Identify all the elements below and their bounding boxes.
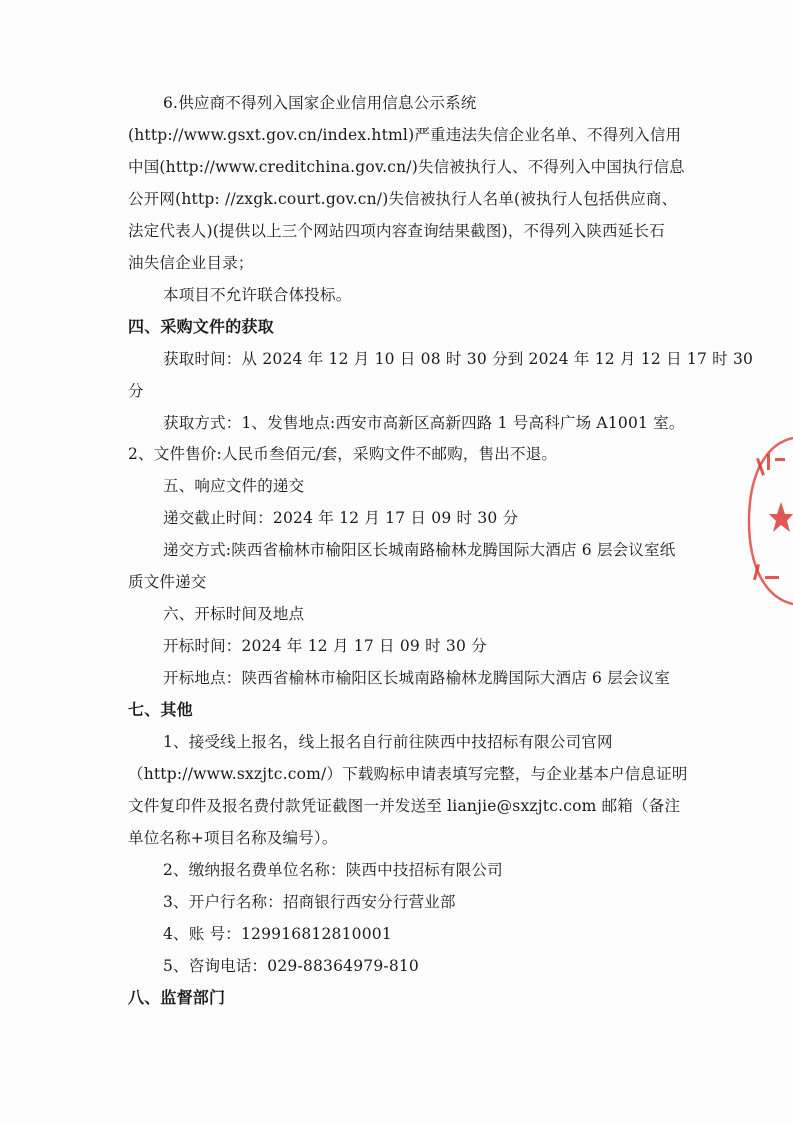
text-line: 油失信企业目录； — [128, 254, 254, 272]
text-line: 递交截止时间：2024 年 12 月 17 日 09 时 30 分 — [163, 509, 519, 527]
text-line: 2、缴纳报名费单位名称：陕西中技招标有限公司 — [163, 861, 503, 879]
text-line: 中国(http://www.creditchina.gov.cn/)失信被执行人、不得列入中国执行信息 — [128, 158, 685, 176]
text-line: 文件复印件及报名费付款凭证截图一并发送至 lianjie@sxzjtc.com 邮箱（备注 — [128, 797, 681, 815]
text-line: 法定代表人)(提供以上三个网站四项内容查询结果截图)，不得列入陕西延长石 — [128, 222, 665, 240]
text-line: 1、接受线上报名，线上报名自行前往陕西中技招标有限公司官网 — [163, 733, 613, 751]
text-line: 6.供应商不得列入国家企业信用信息公示系统 — [163, 94, 477, 112]
seal-stamp — [745, 436, 793, 606]
subsection-heading: 五、响应文件的递交 — [163, 477, 305, 495]
text-line: 公开网(http: //zxgk.court.gov.cn/)失信被执行人名单(被执行人包括供应商、 — [128, 190, 678, 208]
text-line: 获取方式：1、发售地点:西安市高新区高新四路 1 号高科广场 A1001 室。 — [163, 414, 685, 432]
text-line: （http://www.sxzjtc.com/）下载购标申请表填写完整，与企业基本户信息证明 — [128, 765, 688, 783]
text-line: 单位名称+项目名称及编号）。 — [128, 829, 338, 847]
section-heading: 七、其他 — [128, 700, 193, 719]
text-line: 分 — [128, 382, 144, 400]
text-line: 5、咨询电话：029-88364979-810 — [163, 957, 419, 975]
text-line: 本项目不允许联合体投标。 — [163, 286, 352, 304]
text-line: (http://www.gsxt.gov.cn/index.html)严重违法失信企业名单、不得列入信用 — [128, 126, 682, 144]
text-line: 3、开户行名称：招商银行西安分行营业部 — [163, 893, 456, 911]
text-line: 2、文件售价:人民币叁佰元/套，采购文件不邮购，售出不退。 — [128, 445, 558, 463]
text-line: 质文件递交 — [128, 573, 207, 591]
text-line: 递交方式:陕西省榆林市榆阳区长城南路榆林龙腾国际大酒店 6 层会议室纸 — [163, 541, 676, 559]
text-line: 获取时间：从 2024 年 12 月 10 日 08 时 30 分到 2024 年 12 月 12 日 17 时 30 — [163, 350, 754, 368]
section-heading: 八、监督部门 — [128, 988, 226, 1007]
text-line: 4、账 号：129916812810001 — [163, 925, 392, 943]
section-heading: 四、采购文件的获取 — [128, 317, 274, 336]
text-line: 开标时间：2024 年 12 月 17 日 09 时 30 分 — [163, 637, 487, 655]
subsection-heading: 六、开标时间及地点 — [163, 605, 305, 623]
text-line: 开标地点：陕西省榆林市榆阳区长城南路榆林龙腾国际大酒店 6 层会议室 — [163, 669, 671, 687]
